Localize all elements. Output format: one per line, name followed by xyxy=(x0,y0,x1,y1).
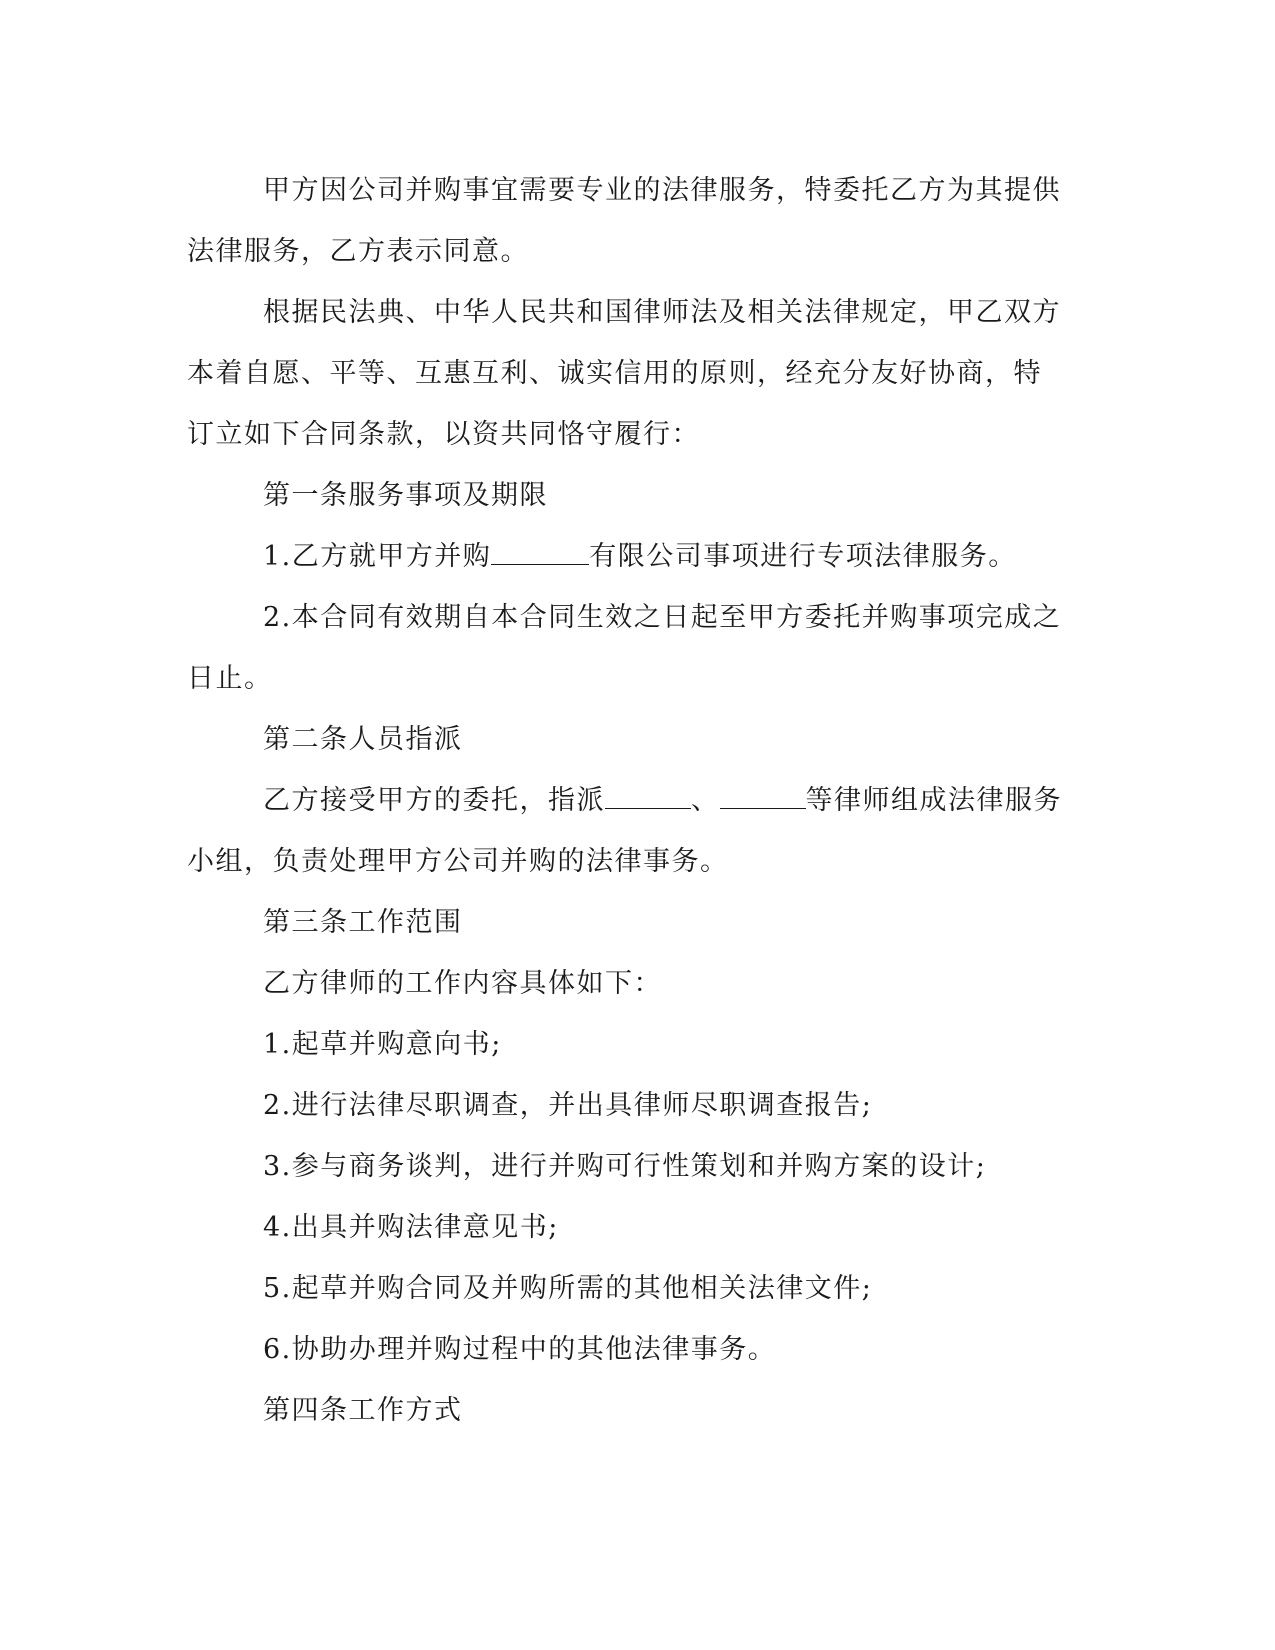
paragraph-line: 乙方律师的工作内容具体如下： xyxy=(263,968,662,999)
paragraph-line: 本着自愿、平等、互惠互利、诚实信用的原则，经充分友好协商，特 xyxy=(187,358,1042,389)
article-item: 2.本合同有效期自本合同生效之日起至甲方委托并购事项完成之 xyxy=(263,602,1062,633)
fill-in-blank xyxy=(720,786,806,809)
document-body xyxy=(187,160,1067,1441)
article-title: 第二条人员指派 xyxy=(263,724,463,755)
list-item: 2.进行法律尽职调查，并出具律师尽职调查报告; xyxy=(263,1090,873,1121)
paragraph-line: 订立如下合同条款，以资共同恪守履行： xyxy=(187,419,700,450)
article-title: 第一条服务事项及期限 xyxy=(263,480,548,511)
article-title: 第四条工作方式 xyxy=(263,1395,463,1426)
list-item: 1.起草并购意向书; xyxy=(263,1029,502,1060)
list-item: 4.出具并购法律意见书; xyxy=(263,1212,559,1243)
item-text: 有限公司事项进行专项法律服务。 xyxy=(589,541,1017,572)
list-item: 6.协助办理并购过程中的其他法律事务。 xyxy=(263,1334,777,1365)
paragraph-line: 小组，负责处理甲方公司并购的法律事务。 xyxy=(187,846,729,877)
fill-in-blank xyxy=(605,786,691,809)
article-title: 第三条工作范围 xyxy=(263,907,463,938)
paragraph-line xyxy=(187,770,1067,831)
item-text: 1.乙方就甲方并购 xyxy=(263,541,492,572)
paragraph-text: 等律师组成法律服务 xyxy=(805,785,1062,816)
separator-text: 、 xyxy=(691,785,720,816)
paragraph-line: 甲方因公司并购事宜需要专业的法律服务，特委托乙方为其提供 xyxy=(263,175,1061,206)
article-item xyxy=(187,526,1067,587)
list-item: 3.参与商务谈判，进行并购可行性策划和并购方案的设计; xyxy=(263,1151,987,1182)
paragraph-text: 乙方接受甲方的委托，指派 xyxy=(263,785,605,816)
paragraph-line: 法律服务，乙方表示同意。 xyxy=(187,236,529,267)
article-item: 日止。 xyxy=(187,663,273,694)
list-item: 5.起草并购合同及并购所需的其他相关法律文件; xyxy=(263,1273,873,1304)
paragraph-line: 根据民法典、中华人民共和国律师法及相关法律规定，甲乙双方 xyxy=(263,297,1061,328)
fill-in-blank xyxy=(491,542,589,565)
